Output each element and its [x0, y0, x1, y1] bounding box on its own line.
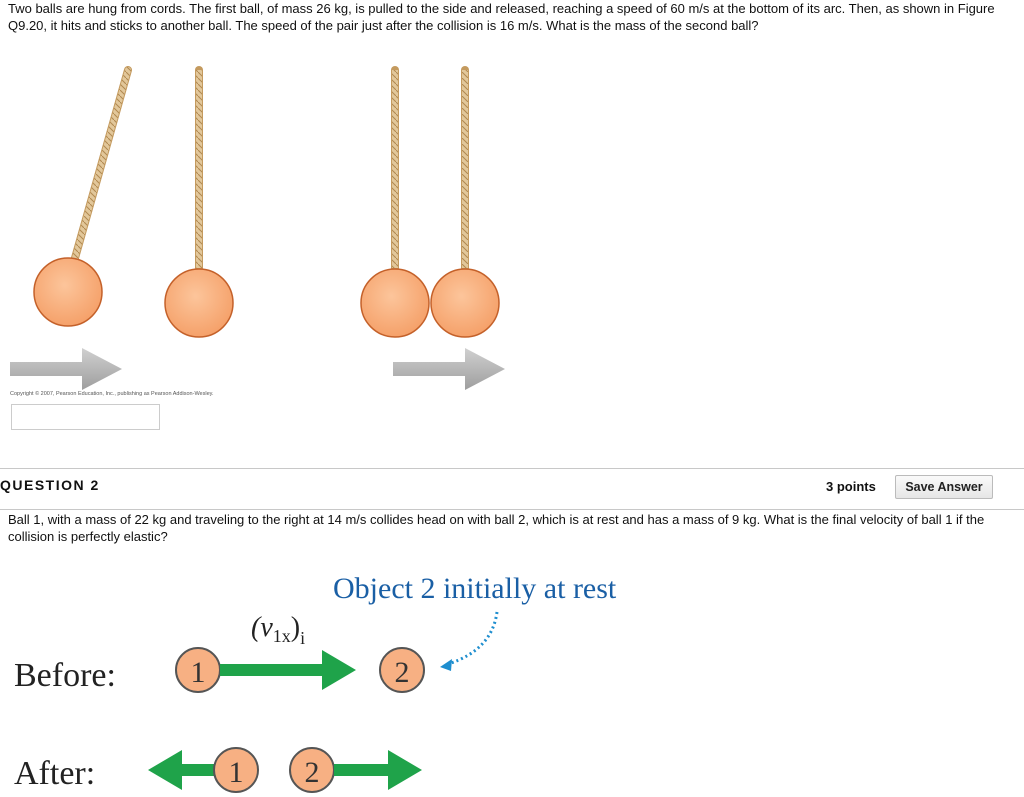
pendulum-figure — [0, 60, 520, 390]
copyright-notice: Copyright © 2007, Pearson Education, Inc., publishing as Pearson Addison-Wesley. — [10, 391, 214, 397]
velocity-arrow-before — [10, 348, 122, 390]
before-velocity-arrow — [220, 650, 356, 690]
before-ball-2 — [380, 648, 424, 692]
pendulum-pair-after — [361, 70, 499, 337]
save-answer-button[interactable]: Save Answer — [895, 475, 993, 499]
question1-answer-field[interactable] — [11, 404, 160, 430]
before-label: Before: — [14, 657, 116, 694]
after-ball-2 — [290, 748, 334, 792]
after-ball1-arrow — [148, 750, 216, 790]
rest-indicator-arrow — [448, 612, 497, 664]
collision-figure — [0, 560, 700, 797]
svg-text:1: 1 — [228, 756, 244, 789]
pendulum-ball-1-pulled — [34, 70, 128, 326]
figure-caption: Object 2 initially at rest — [333, 572, 617, 605]
after-label: After: — [14, 755, 96, 792]
svg-text:2: 2 — [394, 656, 410, 689]
after-ball2-arrow — [334, 750, 422, 790]
question2-points: 3 points — [826, 479, 876, 494]
before-ball-1 — [176, 648, 220, 692]
after-ball-1 — [214, 748, 258, 792]
pendulum-ball-2-rest — [165, 70, 233, 337]
velocity-label: $(v_{1x})_i$ — [251, 612, 306, 648]
svg-text:1: 1 — [190, 656, 206, 689]
question2-text: Ball 1, with a mass of 22 kg and traveling to the right at 14 m/s collides head on with ball 2, which is at rest and has a mass of 9 kg. What is the final velocity of ball 1 if the collision is perfectly elastic? — [8, 512, 985, 544]
question2-title: QUESTION 2 — [0, 477, 100, 493]
question2-header — [0, 469, 1024, 510]
velocity-arrow-after — [393, 348, 505, 390]
svg-text:2: 2 — [304, 756, 320, 789]
question1-text: Two balls are hung from cords. The first ball, of mass 26 kg, is pulled to the side and released, reaching a speed of 60 m/s at the bottom of its arc. Then, as shown in Figure Q9.20, it hits and sticks to another ball. The speed of the pair just after the collision is 16 m/s. What is the mass of the second ball? — [8, 1, 995, 33]
